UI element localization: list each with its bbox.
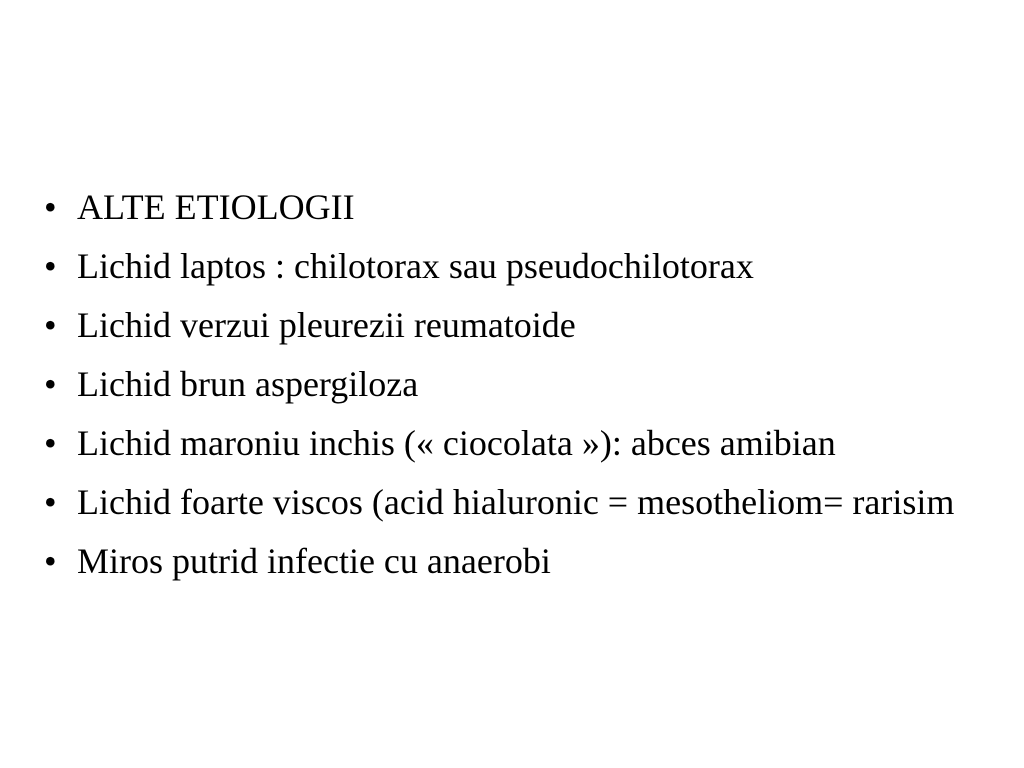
bullet-text: ALTE ETIOLOGII xyxy=(77,187,355,227)
bullet-item-alte-etiologii xyxy=(44,186,974,228)
bullet-text: Lichid foarte viscos (acid hialuronic = mesotheliom= rarisim xyxy=(77,482,955,522)
bullet-text: Lichid verzui pleurezii reumatoide xyxy=(77,305,576,345)
bullet-item-lichid-laptos xyxy=(44,245,974,287)
bullet-item-lichid-verzui xyxy=(44,304,974,346)
bullet-icon: • xyxy=(44,364,57,404)
bullet-icon: • xyxy=(44,246,57,286)
bullet-icon: • xyxy=(44,305,57,345)
bullet-text: Lichid maroniu inchis (« ciocolata »): abces amibian xyxy=(77,423,836,463)
bullet-icon: • xyxy=(44,541,57,581)
bullet-item-lichid-brun xyxy=(44,363,974,405)
bullet-list xyxy=(44,186,974,599)
bullet-icon: • xyxy=(44,423,57,463)
bullet-item-lichid-maroniu xyxy=(44,422,974,464)
bullet-text: Lichid laptos : chilotorax sau pseudochilotorax xyxy=(77,246,754,286)
bullet-item-lichid-foarte-viscos xyxy=(44,481,974,523)
bullet-text: Lichid brun aspergiloza xyxy=(77,364,419,404)
bullet-icon: • xyxy=(44,482,57,522)
bullet-text: Miros putrid infectie cu anaerobi xyxy=(77,541,551,581)
bullet-item-miros-putrid xyxy=(44,540,974,582)
bullet-icon: • xyxy=(44,187,57,227)
